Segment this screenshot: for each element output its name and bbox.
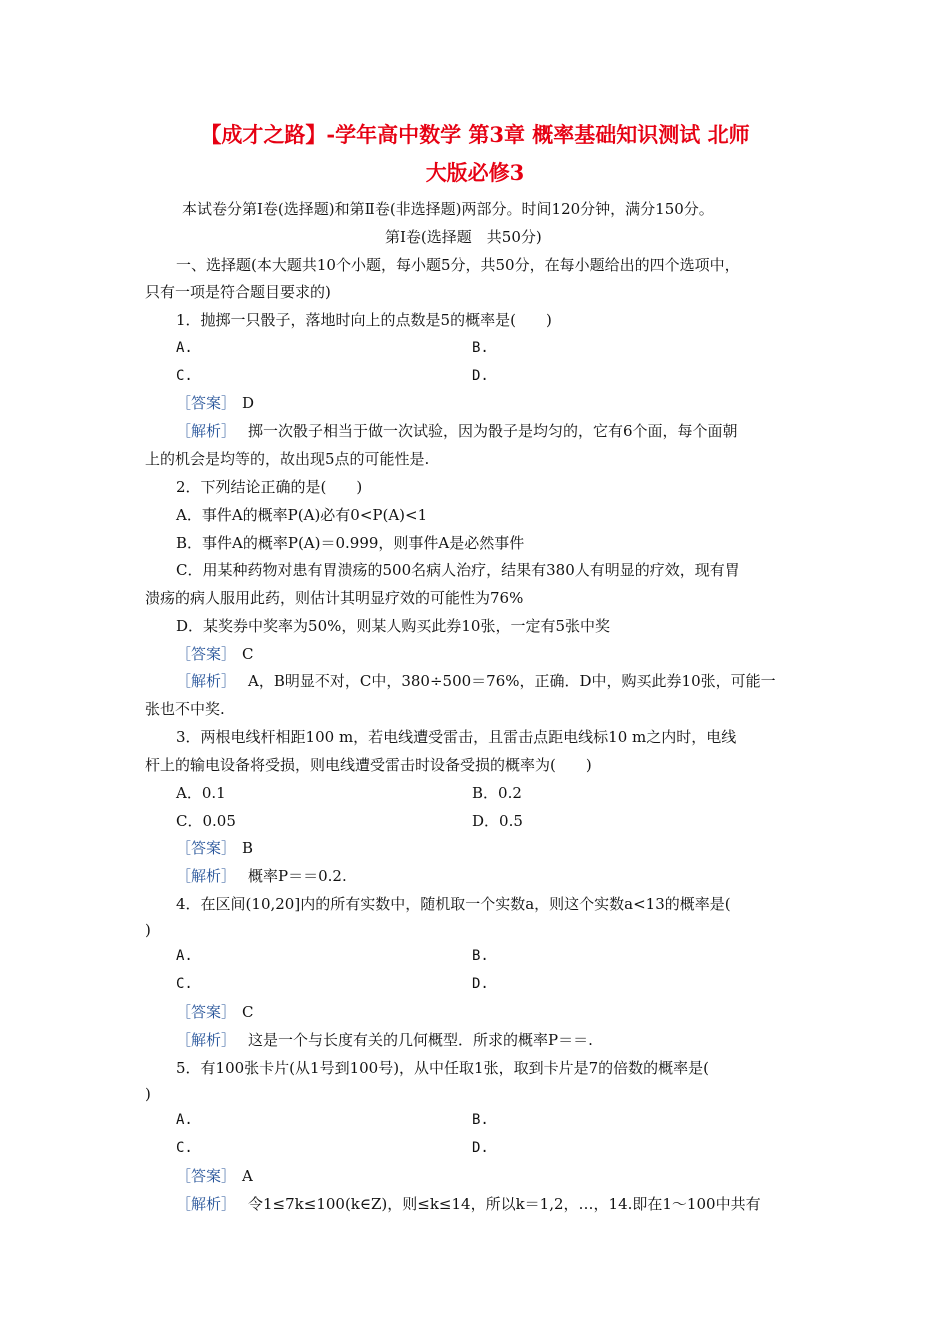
q4-answer bbox=[176, 1002, 254, 1022]
q4-analysis-text: 这是一个与长度有关的几何概型．所求的概率P＝＝. bbox=[248, 1031, 593, 1049]
q2-option-b: B．事件A的概率P(A)＝0.999，则事件A是必然事件 bbox=[176, 534, 525, 552]
answer-label: ［答案］ bbox=[176, 839, 237, 857]
q3-stem-line-2: 杆上的输电设备将受损，则电线遭受雷击时设备受损的概率为( ) bbox=[145, 756, 592, 774]
q5-stem-line-1: 5．有100张卡片(从1号到100号)，从中任取1张，取到卡片是7的倍数的概率是( bbox=[176, 1059, 709, 1077]
q4-stem-line-1: 4．在区间(10,20]内的所有实数中，随机取一个实数a，则这个实数a<13的概率是( bbox=[176, 895, 731, 913]
q1-analysis-line-2: 上的机会是均等的，故出现5点的可能性是. bbox=[145, 450, 430, 468]
q5-option-b: B. bbox=[472, 1112, 489, 1128]
analysis-label: ［解析］ bbox=[176, 867, 237, 885]
q1-option-b: B. bbox=[472, 340, 489, 356]
analysis-label: ［解析］ bbox=[176, 672, 237, 690]
q4-analysis bbox=[176, 1030, 593, 1050]
q2-analysis-line-2: 张也不中奖. bbox=[145, 700, 225, 718]
q4-answer-value: C bbox=[242, 1003, 254, 1021]
answer-label: ［答案］ bbox=[176, 1003, 237, 1021]
q3-analysis bbox=[176, 866, 347, 886]
q5-stem-line-2: ) bbox=[145, 1085, 151, 1103]
q1-answer bbox=[176, 393, 254, 413]
q5-analysis-text: 令1≤7k≤100(k∈Z)，则≤k≤14，所以k＝1,2，…，14.即在1～100中共有 bbox=[248, 1195, 761, 1213]
q4-option-b: B. bbox=[472, 948, 489, 964]
q2-option-a: A．事件A的概率P(A)必有0<P(A)<1 bbox=[176, 506, 428, 524]
analysis-label: ［解析］ bbox=[176, 422, 237, 440]
q1-answer-value: D bbox=[242, 394, 255, 412]
q4-option-d: D. bbox=[472, 976, 489, 992]
q1-option-c: C. bbox=[176, 368, 193, 384]
q4-option-a: A. bbox=[176, 948, 193, 964]
analysis-label: ［解析］ bbox=[176, 1031, 237, 1049]
q1-analysis-text-1: 掷一次骰子相当于做一次试验，因为骰子是均匀的，它有6个面，每个面朝 bbox=[248, 422, 738, 440]
q1-option-a: A. bbox=[176, 340, 193, 356]
q3-option-a: A．0.1 bbox=[176, 784, 226, 802]
q5-answer bbox=[176, 1166, 253, 1186]
q3-stem-line-1: 3．两根电线杆相距100 m，若电线遭受雷击，且雷击点距电线标10 m之内时，电线 bbox=[176, 728, 737, 746]
section1-line-2: 只有一项是符合题目要求的) bbox=[145, 283, 331, 301]
q2-answer bbox=[176, 644, 254, 664]
intro-text: 本试卷分第Ⅰ卷(选择题)和第Ⅱ卷(非选择题)两部分。时间120分钟，满分150分。 bbox=[182, 200, 714, 218]
q1-analysis-line-1 bbox=[176, 421, 738, 441]
q3-option-c: C．0.05 bbox=[176, 812, 236, 830]
answer-label: ［答案］ bbox=[176, 394, 237, 412]
q1-option-d: D. bbox=[472, 368, 489, 384]
q5-option-d: D. bbox=[472, 1140, 489, 1156]
section1-line-1: 一、选择题(本大题共10个小题，每小题5分，共50分，在每小题给出的四个选项中， bbox=[176, 256, 740, 274]
q2-option-c-line-2: 溃疡的病人服用此药，则估计其明显疗效的可能性为76% bbox=[145, 589, 524, 607]
q5-answer-value: A bbox=[242, 1167, 253, 1185]
q3-analysis-text: 概率P＝＝0.2. bbox=[248, 867, 347, 885]
q2-analysis-line-1 bbox=[176, 671, 776, 691]
q3-answer bbox=[176, 838, 253, 858]
q5-option-c: C. bbox=[176, 1140, 193, 1156]
answer-label: ［答案］ bbox=[176, 1167, 237, 1185]
q5-analysis bbox=[176, 1194, 761, 1214]
analysis-label: ［解析］ bbox=[176, 1195, 237, 1213]
q2-answer-value: C bbox=[242, 645, 254, 663]
q3-answer-value: B bbox=[242, 839, 254, 857]
answer-label: ［答案］ bbox=[176, 645, 237, 663]
q2-analysis-text-1: A，B明显不对，C中，380÷500＝76%，正确．D中，购买此券10张，可能一 bbox=[248, 672, 776, 690]
title-line-2: 大版必修3 bbox=[425, 160, 525, 185]
q4-stem-line-2: ) bbox=[145, 921, 151, 939]
q3-option-d: D．0.5 bbox=[472, 812, 523, 830]
q2-option-c-line-1: C．用某种药物对患有胃溃疡的500名病人治疗，结果有380人有明显的疗效，现有胃 bbox=[176, 561, 740, 579]
title-line-1: 【成才之路】-学年高中数学 第3章 概率基础知识测试 北师 bbox=[200, 122, 750, 147]
q4-option-c: C. bbox=[176, 976, 193, 992]
q5-option-a: A. bbox=[176, 1112, 193, 1128]
part1-heading: 第Ⅰ卷(选择题 共50分) bbox=[385, 228, 542, 246]
q1-stem: 1．抛掷一只骰子，落地时向上的点数是5的概率是( ) bbox=[176, 311, 552, 329]
q2-stem: 2．下列结论正确的是( ) bbox=[176, 478, 363, 496]
q3-option-b: B．0.2 bbox=[472, 784, 522, 802]
q2-option-d: D．某奖券中奖率为50%，则某人购买此券10张，一定有5张中奖 bbox=[176, 617, 610, 635]
